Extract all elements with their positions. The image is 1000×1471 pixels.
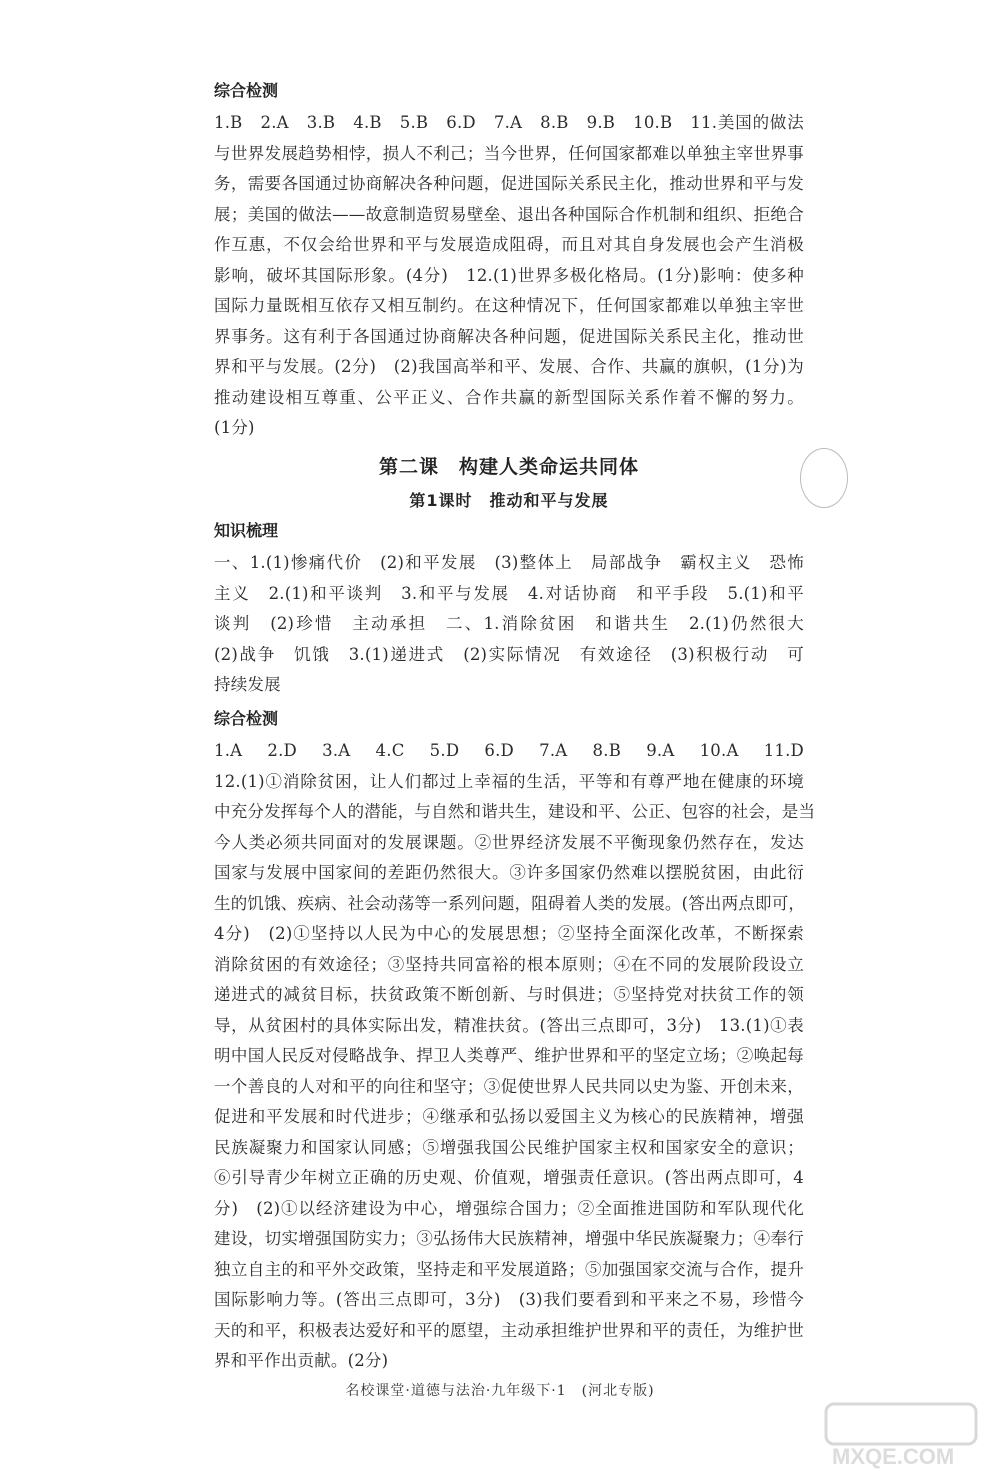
page-footer: 名校课堂·道德与法治·九年级下·1 (河北专版)	[345, 1383, 655, 1399]
text-line: 1.B 2.A 3.B 4.B 5.B 6.D 7.A 8.B 9.B 10.B 11.美国的做法	[214, 113, 804, 132]
text-line: 消除贫困的有效途径；③坚持共同富裕的根本原则；④在不同的发展阶段设立	[214, 954, 804, 974]
text-line: ⑥引导青少年树立正确的历史观、价值观，增强责任意识。(答出两点即可，4	[214, 1168, 804, 1187]
text-line: 界事务。这有利于各国通过协商解决各种问题，促进国际关系民主化，推动世	[214, 326, 804, 346]
text-line: 独立自主的和平外交政策，坚持走和平发展道路；⑤加强国家交流与合作，提升	[214, 1259, 804, 1279]
text-line: 促进和平发展和时代进步；④继承和弘扬以爱国主义为核心的民族精神，增强	[214, 1107, 804, 1126]
text-line: 导，从贫困村的具体实际出发，精准扶贫。(答出三点即可，3分) 13.(1)①表	[214, 1015, 804, 1035]
text-line: 展；美国的做法——故意制造贸易壁垒、退出各种国际合作机制和组织、拒绝合	[214, 204, 804, 224]
watermark-text: MXQE.COM	[832, 1444, 955, 1469]
answer-paragraph	[214, 736, 816, 1377]
text-line: (2)战争 饥饿 3.(1)递进式 (2)实际情况 有效途径 (3)积极行动 可	[214, 644, 804, 664]
text-line: 一个善良的人对和平的向往和坚守；③促使世界人民共同以史为鉴、开创未来，	[214, 1076, 804, 1096]
section-comprehensive-test-1	[214, 80, 804, 444]
text-line: 递进式的减贫目标，扶贫政策不断创新、与时俱进；⑤坚持党对扶贫工作的领	[214, 985, 804, 1004]
section-comprehensive-test-2	[214, 708, 816, 1377]
text-line: 12.(1)①消除贫困，让人们都过上幸福的生活，平等和有尊严地在健康的环境	[214, 771, 804, 791]
text-line: 国际力量既相互依存又相互制约。在这种情况下，任何国家都难以单独主宰世	[214, 296, 804, 315]
text-line: 一、1.(1)惨痛代价 (2)和平发展 (3)整体上 局部战争 霸权主义 恐怖	[214, 553, 804, 572]
text-line: 4分) (2)①坚持以人民为中心的发展思想；②坚持全面深化改革，不断探索	[214, 924, 804, 943]
text-line: 与世界发展趋势相悖，损人不利己；当今世界，任何国家都难以单独主宰世界事	[214, 143, 804, 163]
section-heading: 综合检测	[214, 709, 279, 728]
text-line: 国际影响力等。(答出三点即可，3分) (3)我们要看到和平来之不易，珍惜今	[214, 1290, 804, 1309]
text-line: 务，需要各国通过协商解决各种问题，促进国际关系民主化，推动世界和平与发	[214, 174, 804, 193]
text-line: 界和平与发展。(2分) (2)我国高举和平、发展、合作、共赢的旗帜，(1分)为	[214, 357, 804, 376]
text-line: 推动建设相互尊重、公平正义、合作共赢的新型国际关系作着不懈的努力。	[214, 387, 804, 407]
answer-paragraph	[214, 548, 804, 701]
text-line: 国家与发展中国家间的差距仍然很大。③许多国家仍然难以摆脱贫困，由此衍	[214, 863, 804, 882]
lesson-title: 第1课时 推动和平与发展	[409, 491, 609, 510]
text-line: 建设，切实增强国防实力；③弘扬伟大民族精神，增强中华民族凝聚力；④奉行	[214, 1229, 804, 1248]
watermark-logo	[820, 1400, 990, 1470]
text-line: 主义 2.(1)和平谈判 3.和平与发展 4.对话协商 和平手段 5.(1)和平	[214, 583, 804, 603]
text-line: 影响，破坏其国际形象。(4分) 12.(1)世界多极化格局。(1分)影响：使多种	[214, 265, 804, 285]
text-line: 谈判 (2)珍惜 主动承担 二、1.消除贫困 和谐共生 2.(1)仍然很大	[214, 614, 804, 633]
text-line: 天的和平，积极表达爱好和平的愿望，主动承担维护世界和平的责任，为维护世	[214, 1320, 804, 1340]
text-line: 界和平作出贡献。(2分)	[214, 1351, 389, 1370]
text-line: 1.A 2.D 3.A 4.C 5.D 6.D 7.A 8.B 9.A 10.A 11.D	[214, 741, 804, 760]
text-line: 作互惠，不仅会给世界和平与发展造成阻碍，而且对其自身发展也会产生消极	[214, 235, 804, 254]
text-line: 民族凝聚力和国家认同感；⑤增强我国公民维护国家主权和国家安全的意识；	[214, 1137, 804, 1157]
text-line: 持续发展	[214, 675, 281, 694]
answer-paragraph	[214, 108, 804, 444]
text-line: 今人类必须共同面对的发展课题。②世界经济发展不平衡现象仍然存在，发达	[214, 832, 804, 852]
text-line: 明中国人民反对侵略战争、捍卫人类尊严、维护世界和平的坚定立场；②唤起每	[214, 1046, 804, 1065]
chapter-title: 第二课 构建人类命运共同体	[378, 456, 639, 478]
section-heading: 综合检测	[214, 81, 279, 100]
section-heading: 知识梳理	[214, 521, 279, 540]
text-line: 中充分发挥每个人的潜能，与自然和谐共生，建设和平、公正、包容的社会，是当	[214, 802, 816, 821]
text-line: (1分)	[214, 418, 255, 437]
section-knowledge-review	[214, 520, 804, 701]
text-line: 分) (2)①以经济建设为中心，增强综合国力；②全面推进国防和军队现代化	[214, 1198, 804, 1218]
page-stamp-mark	[800, 448, 848, 508]
text-line: 生的饥饿、疾病、社会动荡等一系列问题，阻碍着人类的发展。(答出两点即可，	[214, 893, 806, 913]
